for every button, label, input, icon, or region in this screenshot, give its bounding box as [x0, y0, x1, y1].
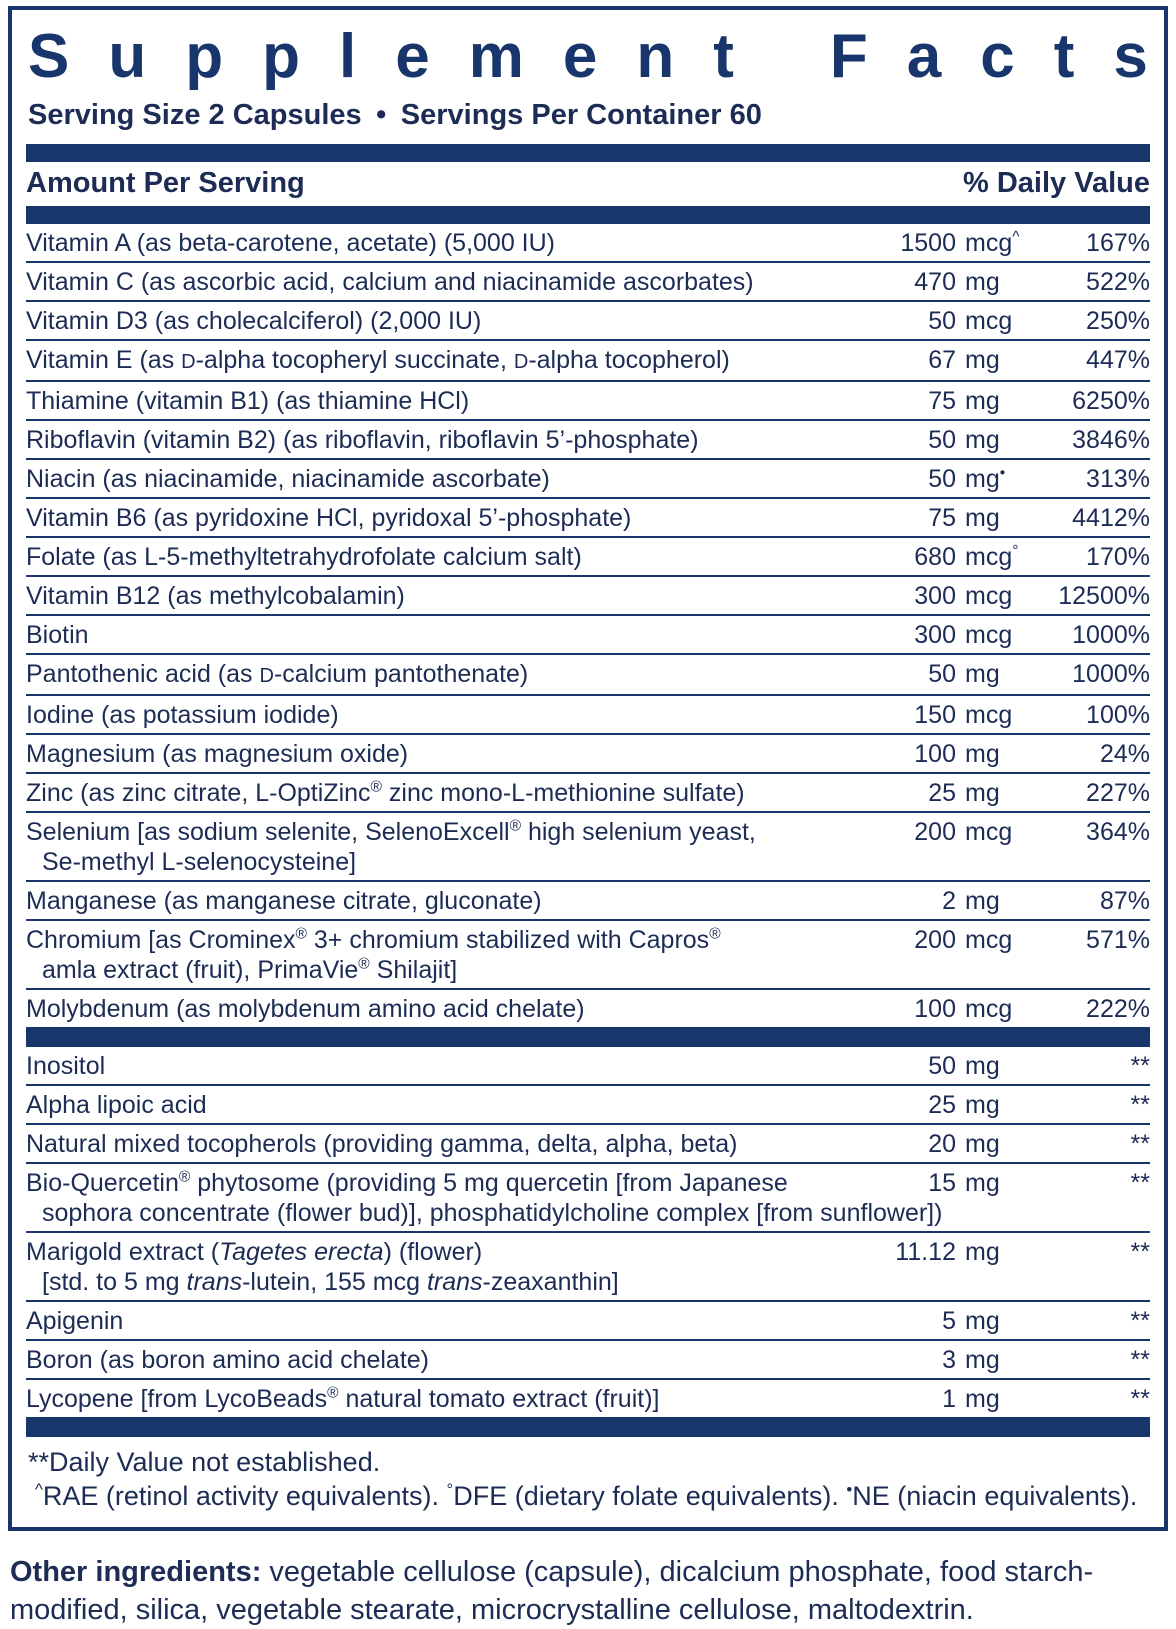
daily-value: 313% [1086, 465, 1150, 493]
table-row [26, 655, 1150, 696]
divider-bar-header [26, 206, 1150, 224]
amount-value: 100 [914, 995, 956, 1023]
daily-value: 87% [1099, 887, 1150, 915]
amount-unit: mg [965, 1091, 1000, 1119]
amount-unit: mcg [965, 818, 1013, 846]
daily-value: ** [1130, 1385, 1150, 1413]
amount-value: 50 [928, 307, 956, 335]
ingredient-name: Molybdenum (as molybdenum amino acid chelate) [26, 995, 585, 1023]
daily-value: 364% [1086, 818, 1150, 846]
amount-unit: mg [965, 1130, 1000, 1158]
amount-per-serving-label: Amount Per Serving [26, 167, 305, 199]
ingredient-name: Marigold extract (Tagetes erecta) (flower) [std. to 5 mg trans-lutein, 155 mcg trans-zeaxanthin] [26, 1238, 619, 1296]
facts-table-section-vitamins [26, 224, 1150, 1027]
amount-unit: mcg [965, 307, 1013, 335]
table-row [26, 302, 1150, 341]
table-row [26, 538, 1150, 577]
table-row [26, 1380, 1150, 1417]
amount-unit: mg [965, 426, 1000, 454]
table-row [26, 1233, 1150, 1302]
column-header-row [26, 162, 1150, 206]
amount-value: 150 [914, 701, 956, 729]
amount-unit: mcg° [965, 542, 1019, 571]
daily-value: 24% [1099, 740, 1150, 768]
table-row [26, 696, 1150, 735]
ingredient-name: Thiamine (vitamin B1) (as thiamine HCl) [26, 387, 470, 415]
amount-value: 50 [928, 465, 956, 493]
ingredient-name: Boron (as boron amino acid chelate) [26, 1346, 430, 1374]
amount-value: 300 [914, 621, 956, 649]
amount-unit: mg [965, 1169, 1000, 1197]
table-row [26, 1302, 1150, 1341]
table-row [26, 1164, 1150, 1233]
amount-value: 3 [942, 1346, 956, 1374]
ingredient-name: Selenium [as sodium selenite, SelenoExcell® high selenium yeast, Se-methyl L-selenocysteine] [26, 817, 756, 876]
ingredient-name: Vitamin A (as beta-carotene, acetate) (5,000 IU) [26, 229, 555, 257]
table-row [26, 813, 1150, 882]
amount-unit: mcg [965, 926, 1013, 954]
amount-value: 1 [942, 1385, 956, 1413]
footnotes [26, 1437, 1150, 1515]
amount-unit: mg [965, 346, 1000, 374]
ingredient-name: Pantothenic acid (as D-calcium pantothenate) [26, 660, 529, 688]
amount-value: 1500 [900, 229, 956, 257]
daily-value: 12500% [1058, 582, 1150, 610]
ingredient-name: Natural mixed tocopherols (providing gamma, delta, alpha, beta) [26, 1130, 738, 1158]
table-row [26, 460, 1150, 499]
daily-value: 522% [1086, 268, 1150, 296]
ingredient-name: Inositol [26, 1052, 106, 1080]
table-row [26, 1125, 1150, 1164]
daily-value: ** [1130, 1091, 1150, 1119]
table-row [26, 577, 1150, 616]
amount-unit: mg [965, 779, 1000, 807]
amount-value: 50 [928, 1052, 956, 1080]
amount-unit: mg [965, 1346, 1000, 1374]
amount-value: 5 [942, 1307, 956, 1335]
amount-value: 25 [928, 779, 956, 807]
facts-table-section-other-actives [26, 1047, 1150, 1417]
ingredient-name: Magnesium (as magnesium oxide) [26, 740, 409, 768]
daily-value: 447% [1086, 346, 1150, 374]
amount-value: 15 [928, 1169, 956, 1197]
other-ingredients-lead: Other ingredients: [10, 1556, 262, 1588]
amount-value: 11.12 [895, 1238, 956, 1266]
ingredient-name: Folate (as L-5-methyltetrahydrofolate calcium salt) [26, 543, 582, 571]
daily-value: 227% [1086, 779, 1150, 807]
daily-value: 3846% [1072, 426, 1150, 454]
table-row [26, 341, 1150, 382]
ingredient-name: Riboflavin (vitamin B2) (as riboflavin, riboflavin 5’-phosphate) [26, 426, 699, 454]
table-row [26, 224, 1150, 263]
ingredient-name: Apigenin [26, 1307, 124, 1335]
daily-value: ** [1130, 1130, 1150, 1158]
amount-value: 50 [928, 660, 956, 688]
amount-unit: mcg^ [965, 228, 1020, 257]
daily-value: 170% [1086, 543, 1150, 571]
amount-value: 75 [928, 387, 956, 415]
amount-value: 20 [928, 1130, 956, 1158]
supplement-facts-label [8, 6, 1168, 1531]
daily-value: ** [1130, 1238, 1150, 1266]
daily-value: 167% [1086, 229, 1150, 257]
amount-value: 100 [914, 740, 956, 768]
divider-bar-top [26, 144, 1150, 162]
table-row [26, 1047, 1150, 1086]
serving-size-line: Serving Size 2 Capsules • Servings Per Container 60 [28, 99, 762, 131]
divider-bar-middle [26, 1027, 1150, 1047]
daily-value: 571% [1086, 926, 1150, 954]
amount-unit: mg [965, 387, 1000, 415]
other-ingredients [10, 1553, 1166, 1629]
amount-value: 67 [928, 346, 956, 374]
amount-value: 680 [914, 543, 956, 571]
amount-unit: mg [965, 268, 1000, 296]
amount-unit: mcg [965, 621, 1013, 649]
daily-value: 100% [1086, 701, 1150, 729]
table-row [26, 1086, 1150, 1125]
footnote-equivalents: ^RAE (retinol activity equivalents). °DFE (dietary folate equivalents). •NE (niacin equivalents). [35, 1480, 1138, 1511]
divider-bar-bottom [26, 1417, 1150, 1437]
daily-value: 1000% [1072, 621, 1150, 649]
daily-value-label: % Daily Value [963, 167, 1150, 199]
ingredient-name: Manganese (as manganese citrate, gluconate) [26, 887, 542, 915]
amount-unit: mg [965, 740, 1000, 768]
amount-value: 25 [928, 1091, 956, 1119]
daily-value: 6250% [1072, 387, 1150, 415]
ingredient-name: Zinc (as zinc citrate, L-OptiZinc® zinc mono-L-methionine sulfate) [26, 778, 745, 807]
amount-unit: mcg [965, 995, 1013, 1023]
daily-value: ** [1130, 1052, 1150, 1080]
ingredient-name: Lycopene [from LycoBeads® natural tomato extract (fruit)] [26, 1384, 660, 1413]
amount-unit: mg [965, 1052, 1000, 1080]
amount-unit: mg [965, 660, 1000, 688]
amount-unit: mg• [965, 464, 1006, 493]
table-row [26, 1341, 1150, 1380]
other-ingredients-text: vegetable cellulose (capsule), dicalcium phosphate, food starch-modified, silica, vegetable stearate, microcrystalline cellulose, maltodextrin. [10, 1556, 1094, 1626]
ingredient-name: Vitamin E (as D-alpha tocopheryl succinate, D-alpha tocopherol) [26, 346, 730, 374]
amount-unit: mg [965, 1385, 1000, 1413]
ingredient-name: Vitamin C (as ascorbic acid, calcium and niacinamide ascorbates) [26, 268, 754, 296]
page-title: S u p p l e m e n t F a c t s [28, 22, 1148, 91]
table-row [26, 499, 1150, 538]
amount-value: 200 [914, 818, 956, 846]
daily-value: ** [1130, 1307, 1150, 1335]
table-row [26, 616, 1150, 655]
amount-unit: mcg [965, 582, 1013, 610]
footnote-daily-value: **Daily Value not established. [28, 1447, 381, 1477]
table-row [26, 382, 1150, 421]
amount-value: 2 [942, 887, 956, 915]
amount-value: 75 [928, 504, 956, 532]
amount-value: 300 [914, 582, 956, 610]
amount-value: 200 [914, 926, 956, 954]
daily-value: ** [1130, 1346, 1150, 1374]
table-row [26, 421, 1150, 460]
ingredient-name: Biotin [26, 621, 89, 649]
table-row [26, 735, 1150, 774]
amount-value: 470 [914, 268, 956, 296]
ingredient-name: Vitamin D3 (as cholecalciferol) (2,000 IU) [26, 307, 482, 335]
table-row [26, 263, 1150, 302]
daily-value: 4412% [1072, 504, 1150, 532]
ingredient-name: Chromium [as Crominex® 3+ chromium stabilized with Capros® amla extract (fruit), PrimaVie® Shilajit] [26, 925, 721, 984]
daily-value: ** [1130, 1169, 1150, 1197]
amount-unit: mg [965, 1238, 1000, 1266]
daily-value: 250% [1086, 307, 1150, 335]
daily-value: 222% [1086, 995, 1150, 1023]
amount-unit: mg [965, 887, 1000, 915]
ingredient-name: Bio-Quercetin® phytosome (providing 5 mg quercetin [from Japanese sophora concentrate (flower bud)], phosphatidylcholine complex [from sunflower]) [26, 1168, 943, 1227]
table-row [26, 882, 1150, 921]
ingredient-name: Niacin (as niacinamide, niacinamide ascorbate) [26, 465, 550, 493]
ingredient-name: Alpha lipoic acid [26, 1091, 207, 1119]
ingredient-name: Iodine (as potassium iodide) [26, 701, 339, 729]
table-row [26, 990, 1150, 1027]
amount-unit: mg [965, 504, 1000, 532]
amount-value: 50 [928, 426, 956, 454]
ingredient-name: Vitamin B6 (as pyridoxine HCl, pyridoxal 5’-phosphate) [26, 504, 632, 532]
amount-unit: mg [965, 1307, 1000, 1335]
table-row [26, 921, 1150, 990]
table-row [26, 774, 1150, 813]
daily-value: 1000% [1072, 660, 1150, 688]
ingredient-name: Vitamin B12 (as methylcobalamin) [26, 582, 405, 610]
amount-unit: mcg [965, 701, 1013, 729]
